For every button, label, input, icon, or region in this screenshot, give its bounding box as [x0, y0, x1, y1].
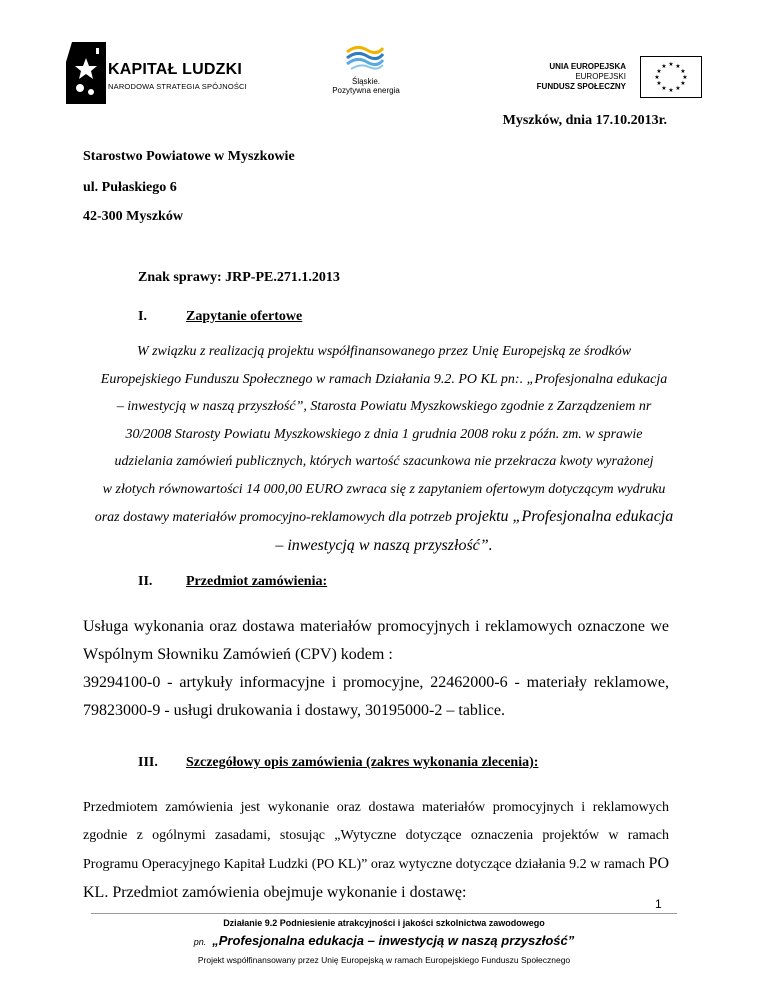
intro-line-7-end: projektu „Profesjonalna edukacja: [451, 508, 674, 525]
section-2-title: Przedmiot zamówienia:: [186, 574, 328, 589]
subject-line: 39294100-0 - artykuły informacyjne i promocyjne, 22462000-6 - materiały reklamowe,: [83, 674, 669, 691]
section-1-title: Zapytanie ofertowe: [186, 309, 303, 324]
eu-line-1: UNIA EUROPEJSKA: [549, 62, 626, 71]
svg-text:★: ★: [680, 80, 686, 87]
address-line-3: 42-300 Myszków: [83, 209, 183, 224]
intro-line-8: – inwestycją w naszą przyszłość”.: [275, 536, 493, 554]
kapital-ludzki-subtitle: NARODOWA STRATEGIA SPÓJNOŚCI: [108, 82, 247, 91]
footer-prefix: pn.: [193, 937, 207, 947]
intro-line-7-start: oraz dostawy materiałów promocyjno-reklamowych dla potrzeb: [94, 510, 452, 525]
svg-text:★: ★: [680, 68, 686, 75]
address-line-2: ul. Pułaskiego 6: [83, 180, 177, 195]
intro-line: 30/2008 Starosty Powiatu Myszkowskiego z dnia 1 grudnia 2008 roku z późn. zm. w sprawie: [125, 426, 643, 442]
kapital-ludzki-title: KAPITAŁ LUDZKI: [108, 61, 243, 78]
footer-line-1: Działanie 9.2 Podniesienie atrakcyjności i jakości szkolnictwa zawodowego: [223, 918, 545, 928]
eu-flag-icon: [640, 56, 702, 98]
subject-paragraph: [83, 613, 669, 725]
eu-line-2: EUROPEJSKI: [575, 72, 626, 81]
footer-divider: [91, 913, 677, 914]
section-2-number: II.: [138, 574, 153, 589]
details-text: Przedmiotem zamówienia jest wykonanie oraz dostawa materiałów promocyjnych i reklamowych zgodnie z ogólnymi zasadami, stosując „Wytyczne dotyczące oznaczenia projektów w ramach Programu Operacyjnego Kapitał Ludzki (PO KL)” oraz wytyczne dotyczące działania 9.2 w ramach: [83, 800, 669, 872]
details-last-line: PO KL. Przedmiot zamówienia obejmuje wykonanie i dostawę:: [83, 855, 669, 901]
svg-text:★: ★: [654, 74, 660, 81]
slaskie-tagline: Pozytywna energia: [332, 86, 400, 95]
svg-text:★: ★: [661, 85, 667, 92]
slaskie-name: Śląskie.: [351, 77, 380, 86]
case-reference: Znak sprawy: JRP-PE.271.1.2013: [138, 270, 340, 285]
eu-logo-text: [520, 62, 626, 92]
subject-line: Usługa wykonania oraz dostawa materiałów promocyjnych i reklamowych oznaczone we: [83, 618, 669, 635]
page-number: 1: [655, 897, 662, 911]
footer-line-3: Projekt współfinansowany przez Unię Europejską w ramach Europejskiego Funduszu Społecznego: [197, 955, 571, 965]
intro-line: [70, 503, 698, 532]
intro-line: udzielania zamówień publicznych, których wartość szacunkowa nie przekracza kwoty wyrażonej: [114, 454, 654, 469]
section-3-number: III.: [138, 755, 158, 770]
svg-text:★: ★: [656, 80, 662, 87]
subject-line: Wspólnym Słowniku Zamówień (CPV) kodem :: [83, 646, 393, 663]
svg-text:★: ★: [668, 87, 674, 94]
svg-text:★: ★: [682, 74, 688, 81]
inquiry-intro: [70, 338, 698, 559]
slaskie-wave-icon: [345, 44, 385, 72]
section-3-title: Szczegółowy opis zamówienia (zakres wykonania zlecenia):: [186, 755, 539, 770]
intro-line: w złotych równowartości 14 000,00 EURO zwraca się z zapytaniem ofertowym dotyczącym wydruku: [102, 481, 666, 497]
footer-project-name: „Profesjonalna edukacja – inwestycją w naszą przyszłość”: [212, 933, 575, 948]
subject-line: 79823000-9 - usługi drukowania i dostawy, 30195000-2 – tablice.: [83, 702, 506, 719]
intro-line: Europejskiego Funduszu Społecznego w ramach Działania 9.2. PO KL pn:. „Profesjonalna edukacja: [100, 371, 668, 387]
svg-text:★: ★: [661, 63, 667, 70]
svg-text:★: ★: [675, 63, 681, 70]
address-line-1: Starostwo Powiatowe w Myszkowie: [83, 149, 295, 164]
svg-text:★: ★: [675, 85, 681, 92]
intro-line: W związku z realizacją projektu współfinansowanego przez Unię Europejską ze środków: [136, 344, 632, 359]
intro-line: – inwestycją w naszą przyszłość”, Starosta Powiatu Myszkowskiego zgodnie z Zarządzeniem nr: [116, 399, 652, 414]
svg-text:★: ★: [656, 68, 662, 75]
details-paragraph: [83, 794, 669, 908]
kapital-ludzki-emblem-icon: [66, 42, 106, 104]
section-1-number: I.: [138, 309, 147, 324]
svg-text:★: ★: [668, 61, 674, 68]
eu-line-3: FUNDUSZ SPOŁECZNY: [536, 82, 626, 91]
document-date: Myszków, dnia 17.10.2013r.: [502, 113, 667, 128]
footer-line-2: [0, 933, 768, 948]
